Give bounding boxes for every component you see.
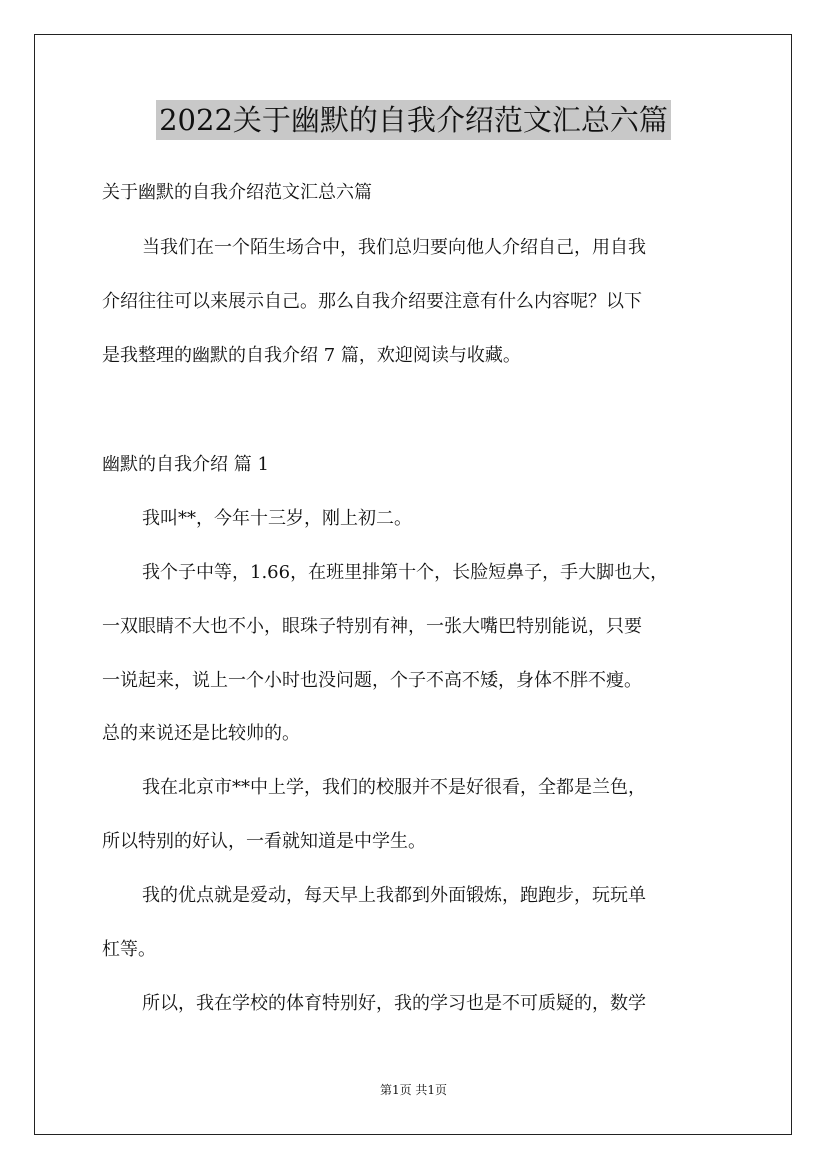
body-line: 一双眼睛不大也不小，眼珠子特别有神，一张大嘴巴特别能说，只要 xyxy=(102,616,642,637)
body-line: 所以，我在学校的体育特别好，我的学习也是不可质疑的，数学 xyxy=(142,993,646,1014)
intro-line: 当我们在一个陌生场合中，我们总归要向他人介绍自己，用自我 xyxy=(142,237,646,258)
intro-line: 是我整理的幽默的自我介绍 7 篇，欢迎阅读与收藏。 xyxy=(102,345,521,366)
document-title: 2022关于幽默的自我介绍范文汇总六篇 xyxy=(156,100,671,140)
page-footer: 第1页 共1页 xyxy=(379,1083,448,1097)
intro-line: 介绍往往可以来展示自己。那么自我介绍要注意有什么内容呢？以下 xyxy=(102,291,642,312)
section-heading: 幽默的自我介绍 篇 1 xyxy=(102,454,269,475)
body-line: 总的来说还是比较帅的。 xyxy=(102,723,300,744)
body-line: 我个子中等，1.66，在班里排第十个，长脸短鼻子，手大脚也大， xyxy=(142,562,669,583)
body-line: 我的优点就是爱动，每天早上我都到外面锻炼，跑跑步，玩玩单 xyxy=(142,885,646,906)
body-line: 所以特别的好认，一看就知道是中学生。 xyxy=(102,831,426,852)
body-line: 一说起来，说上一个小时也没问题，个子不高不矮，身体不胖不瘦。 xyxy=(102,670,642,691)
body-line: 杠等。 xyxy=(102,939,156,960)
subtitle: 关于幽默的自我介绍范文汇总六篇 xyxy=(102,182,372,203)
title-container xyxy=(0,100,827,140)
body-line: 我在北京市**中上学，我们的校服并不是好很看，全都是兰色， xyxy=(142,777,646,798)
body-line: 我叫**，今年十三岁，刚上初二。 xyxy=(142,508,412,529)
